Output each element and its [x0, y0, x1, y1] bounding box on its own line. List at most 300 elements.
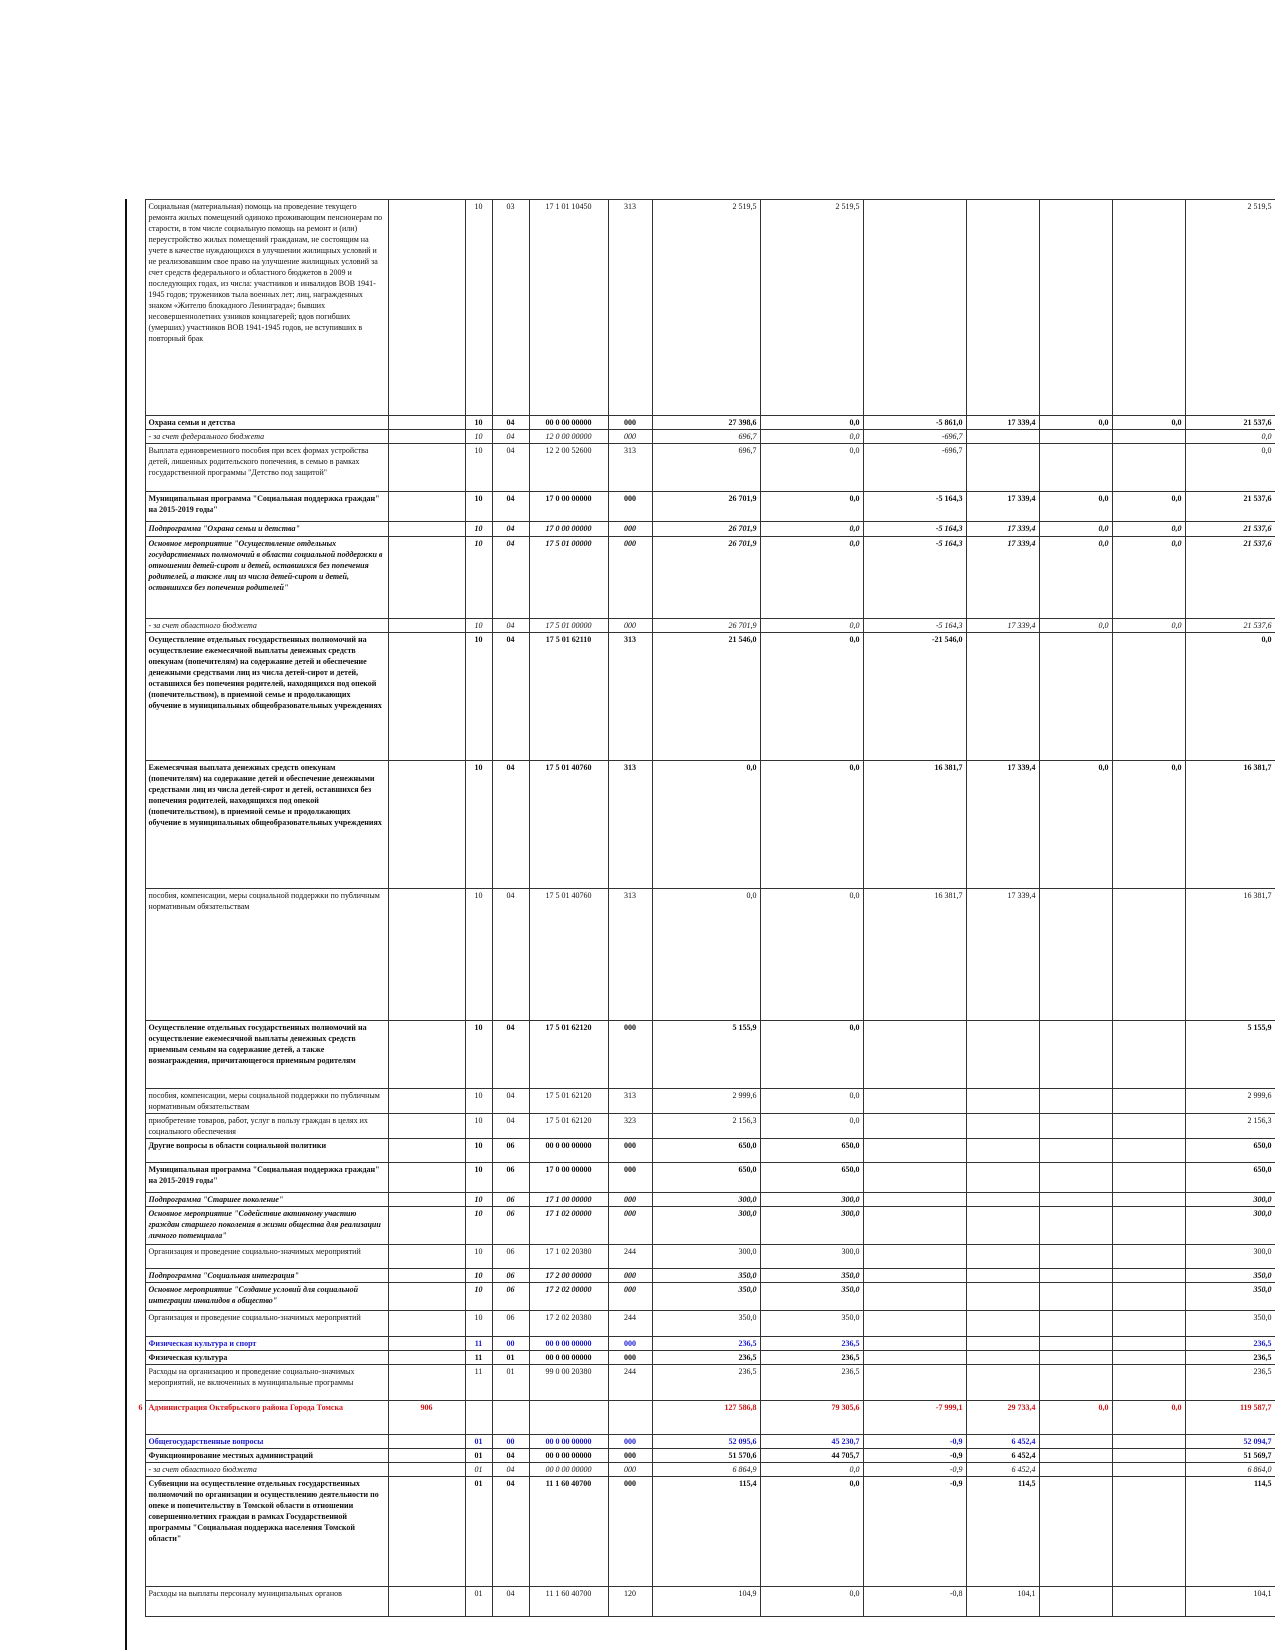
dept-code — [388, 1477, 465, 1587]
value-approved: 27 398,6 — [652, 416, 760, 430]
item-name: Муниципальная программа "Социальная поддержка граждан" на 2015-2019 годы" — [145, 1163, 388, 1193]
table-row — [125, 1193, 1275, 1207]
table-row — [125, 619, 1275, 633]
item-name: - за счет федерального бюджета — [145, 430, 388, 444]
item-name: Подпрограмма "Социальная интеграция" — [145, 1269, 388, 1283]
value-other: 0,0 — [1112, 1401, 1185, 1435]
value-total: 52 094,7 — [1185, 1435, 1275, 1449]
expense-type-code: 000 — [608, 1283, 652, 1311]
value-other: 0,0 — [1112, 492, 1185, 522]
item-name: Подпрограмма "Старшее поколение" — [145, 1193, 388, 1207]
value-other: 0,0 — [1112, 761, 1185, 889]
item-name: Расходы на организацию и проведение социально-значимых мероприятий, не включенных в муниципальные программы — [145, 1365, 388, 1401]
item-name: Муниципальная программа "Социальная поддержка граждан" на 2015-2019 годы" — [145, 492, 388, 522]
section-code: 01 — [465, 1477, 492, 1587]
value-approved: 52 095,6 — [652, 1435, 760, 1449]
value-local-budget: 300,0 — [760, 1207, 863, 1245]
value-change — [863, 1269, 966, 1283]
subsection-code: 04 — [492, 1463, 529, 1477]
subsection-code: 03 — [492, 200, 529, 416]
target-article-code: 17 1 01 10450 — [529, 200, 608, 416]
row-index — [125, 1477, 145, 1587]
row-index — [125, 1337, 145, 1351]
value-change — [863, 1337, 966, 1351]
value-local-budget: 0,0 — [760, 1587, 863, 1617]
value-federal-budget — [1039, 1365, 1112, 1401]
section-code: 11 — [465, 1351, 492, 1365]
section-code: 10 — [465, 1163, 492, 1193]
item-name: - за счет областного бюджета — [145, 1463, 388, 1477]
value-local-budget: 0,0 — [760, 537, 863, 619]
expense-type-code — [608, 1401, 652, 1435]
value-federal-budget — [1039, 1311, 1112, 1337]
expense-type-code: 313 — [608, 889, 652, 1021]
value-local-budget: 0,0 — [760, 430, 863, 444]
value-change — [863, 1139, 966, 1163]
item-name: Функционирование местных администраций — [145, 1449, 388, 1463]
value-change: -0,8 — [863, 1587, 966, 1617]
expense-type-code: 313 — [608, 761, 652, 889]
value-approved: 51 570,6 — [652, 1449, 760, 1463]
value-approved: 350,0 — [652, 1283, 760, 1311]
section-code: 10 — [465, 492, 492, 522]
item-name: Охрана семьи и детства — [145, 416, 388, 430]
value-approved: 2 999,6 — [652, 1089, 760, 1114]
value-local-budget: 79 305,6 — [760, 1401, 863, 1435]
expense-type-code: 120 — [608, 1587, 652, 1617]
target-article-code: 17 0 00 00000 — [529, 522, 608, 537]
value-regional-budget: 17 339,4 — [966, 619, 1039, 633]
value-federal-budget — [1039, 633, 1112, 761]
item-name: Организация и проведение социально-значимых мероприятий — [145, 1245, 388, 1269]
value-federal-budget — [1039, 1139, 1112, 1163]
value-regional-budget — [966, 1163, 1039, 1193]
item-name: Основное мероприятие "Осуществление отдельных государственных полномочий в области социальной поддержки в отношении детей-сирот и детей, оставшихся без попечения родителей, а также лиц из числа детей-сирот и детей, оставшихся без попечения родителей" — [145, 537, 388, 619]
row-index — [125, 633, 145, 761]
subsection-code: 04 — [492, 416, 529, 430]
value-federal-budget: 0,0 — [1039, 619, 1112, 633]
dept-code — [388, 1311, 465, 1337]
value-regional-budget: 17 339,4 — [966, 889, 1039, 1021]
subsection-code: 04 — [492, 761, 529, 889]
value-total: 236,5 — [1185, 1365, 1275, 1401]
subsection-code: 04 — [492, 1587, 529, 1617]
value-local-budget: 300,0 — [760, 1193, 863, 1207]
value-approved: 696,7 — [652, 430, 760, 444]
value-approved: 236,5 — [652, 1351, 760, 1365]
value-regional-budget — [966, 1337, 1039, 1351]
value-change: -696,7 — [863, 444, 966, 492]
value-change: 16 381,7 — [863, 761, 966, 889]
section-code: 11 — [465, 1365, 492, 1401]
value-other — [1112, 1477, 1185, 1587]
subsection-code: 00 — [492, 1435, 529, 1449]
item-name: Основное мероприятие "Содействие активному участию граждан старшего поколения в жизни общества для реализации личного потенциала" — [145, 1207, 388, 1245]
value-approved: 6 864,9 — [652, 1463, 760, 1477]
table-row — [125, 1337, 1275, 1351]
value-federal-budget — [1039, 1163, 1112, 1193]
dept-code — [388, 1245, 465, 1269]
subsection-code: 06 — [492, 1269, 529, 1283]
value-federal-budget — [1039, 1337, 1112, 1351]
value-federal-budget: 0,0 — [1039, 761, 1112, 889]
expense-type-code: 323 — [608, 1114, 652, 1139]
expense-type-code: 244 — [608, 1245, 652, 1269]
value-other — [1112, 1193, 1185, 1207]
value-approved: 650,0 — [652, 1163, 760, 1193]
section-code: 10 — [465, 619, 492, 633]
row-index — [125, 1245, 145, 1269]
item-name: Организация и проведение социально-значимых мероприятий — [145, 1311, 388, 1337]
table-row — [125, 200, 1275, 416]
target-article-code: 11 1 60 40700 — [529, 1477, 608, 1587]
value-change — [863, 1283, 966, 1311]
table-row — [125, 1401, 1275, 1435]
expense-type-code: 000 — [608, 416, 652, 430]
value-other — [1112, 1351, 1185, 1365]
row-index — [125, 522, 145, 537]
dept-code — [388, 619, 465, 633]
row-index — [125, 1435, 145, 1449]
value-total: 350,0 — [1185, 1283, 1275, 1311]
table-row — [125, 1311, 1275, 1337]
value-federal-budget — [1039, 1435, 1112, 1449]
dept-code — [388, 1283, 465, 1311]
value-regional-budget: 17 339,4 — [966, 537, 1039, 619]
value-local-budget: 350,0 — [760, 1311, 863, 1337]
value-regional-budget: 6 452,4 — [966, 1435, 1039, 1449]
dept-code — [388, 1587, 465, 1617]
value-local-budget: 2 519,5 — [760, 200, 863, 416]
row-index — [125, 1587, 145, 1617]
value-local-budget: 650,0 — [760, 1139, 863, 1163]
target-article-code: 99 0 00 20380 — [529, 1365, 608, 1401]
value-regional-budget — [966, 1207, 1039, 1245]
value-total: 300,0 — [1185, 1193, 1275, 1207]
value-other — [1112, 1089, 1185, 1114]
target-article-code: 17 0 00 00000 — [529, 1163, 608, 1193]
value-total: 16 381,7 — [1185, 761, 1275, 889]
expense-type-code: 000 — [608, 1449, 652, 1463]
section-code: 10 — [465, 1021, 492, 1089]
table-row — [125, 1365, 1275, 1401]
value-regional-budget: 17 339,4 — [966, 492, 1039, 522]
subsection-code: 01 — [492, 1351, 529, 1365]
target-article-code: 17 2 02 20380 — [529, 1311, 608, 1337]
expense-type-code: 000 — [608, 1337, 652, 1351]
value-other — [1112, 633, 1185, 761]
value-total: 236,5 — [1185, 1337, 1275, 1351]
subsection-code: 04 — [492, 430, 529, 444]
target-article-code: 17 5 01 62110 — [529, 633, 608, 761]
target-article-code: 00 0 00 00000 — [529, 1139, 608, 1163]
target-article-code: 17 5 01 62120 — [529, 1021, 608, 1089]
dept-code — [388, 416, 465, 430]
value-federal-budget — [1039, 1283, 1112, 1311]
subsection-code: 01 — [492, 1365, 529, 1401]
section-code: 10 — [465, 1283, 492, 1311]
value-regional-budget: 17 339,4 — [966, 522, 1039, 537]
section-code: 10 — [465, 633, 492, 761]
value-other — [1112, 1449, 1185, 1463]
value-total: 350,0 — [1185, 1311, 1275, 1337]
item-name: приобретение товаров, работ, услуг в пользу граждан в целях их социального обеспечения — [145, 1114, 388, 1139]
row-index — [125, 1021, 145, 1089]
value-local-budget: 0,0 — [760, 1021, 863, 1089]
value-other — [1112, 1245, 1185, 1269]
value-change: -5 164,3 — [863, 619, 966, 633]
dept-code — [388, 1449, 465, 1463]
target-article-code: 12 2 00 52600 — [529, 444, 608, 492]
value-regional-budget — [966, 1351, 1039, 1365]
dept-code — [388, 1435, 465, 1449]
dept-code — [388, 430, 465, 444]
value-total: 104,1 — [1185, 1587, 1275, 1617]
table-row — [125, 1463, 1275, 1477]
target-article-code: 00 0 00 00000 — [529, 1435, 608, 1449]
value-approved: 300,0 — [652, 1193, 760, 1207]
target-article-code: 00 0 00 00000 — [529, 1463, 608, 1477]
value-other — [1112, 1139, 1185, 1163]
value-total: 21 537,6 — [1185, 537, 1275, 619]
value-local-budget: 350,0 — [760, 1269, 863, 1283]
table-row — [125, 430, 1275, 444]
item-name: Основное мероприятие "Создание условий для социальной интеграции инвалидов в общество" — [145, 1283, 388, 1311]
value-local-budget: 0,0 — [760, 1463, 863, 1477]
dept-code — [388, 1365, 465, 1401]
value-local-budget: 0,0 — [760, 1089, 863, 1114]
row-index — [125, 1139, 145, 1163]
subsection-code: 04 — [492, 619, 529, 633]
value-local-budget: 300,0 — [760, 1245, 863, 1269]
value-change — [863, 1089, 966, 1114]
value-approved: 2 519,5 — [652, 200, 760, 416]
value-local-budget: 0,0 — [760, 492, 863, 522]
expense-type-code: 313 — [608, 200, 652, 416]
table-row — [125, 492, 1275, 522]
value-approved: 650,0 — [652, 1139, 760, 1163]
value-regional-budget: 104,1 — [966, 1587, 1039, 1617]
dept-code — [388, 761, 465, 889]
subsection-code: 04 — [492, 1449, 529, 1463]
value-local-budget: 236,5 — [760, 1337, 863, 1351]
section-code: 10 — [465, 522, 492, 537]
expense-type-code: 000 — [608, 1163, 652, 1193]
value-regional-budget: 6 452,4 — [966, 1449, 1039, 1463]
value-regional-budget: 17 339,4 — [966, 416, 1039, 430]
value-other — [1112, 200, 1185, 416]
value-total: 2 999,6 — [1185, 1089, 1275, 1114]
row-index — [125, 1283, 145, 1311]
value-change — [863, 1245, 966, 1269]
target-article-code: 11 1 60 40700 — [529, 1587, 608, 1617]
value-federal-budget — [1039, 200, 1112, 416]
table-row — [125, 1283, 1275, 1311]
item-name: Выплата единовременного пособия при всех формах устройства детей, лишенных родительского попечения, в семью в рамках государственной программы "Детство под защитой" — [145, 444, 388, 492]
value-approved: 0,0 — [652, 761, 760, 889]
section-code: 10 — [465, 1207, 492, 1245]
value-other — [1112, 1163, 1185, 1193]
value-local-budget: 0,0 — [760, 444, 863, 492]
target-article-code: 17 0 00 00000 — [529, 492, 608, 522]
row-index — [125, 1193, 145, 1207]
budget-table-body — [125, 200, 1275, 1617]
target-article-code: 17 5 01 40760 — [529, 761, 608, 889]
value-other: 0,0 — [1112, 537, 1185, 619]
dept-code — [388, 537, 465, 619]
row-index — [125, 492, 145, 522]
section-code: 10 — [465, 1245, 492, 1269]
value-other: 0,0 — [1112, 619, 1185, 633]
value-total: 650,0 — [1185, 1163, 1275, 1193]
row-index — [125, 1351, 145, 1365]
value-change — [863, 1207, 966, 1245]
row-index — [125, 1449, 145, 1463]
value-other — [1112, 1463, 1185, 1477]
value-federal-budget: 0,0 — [1039, 492, 1112, 522]
item-name: пособия, компенсации, меры социальной поддержки по публичным нормативным обязательствам — [145, 1089, 388, 1114]
value-change: -5 861,0 — [863, 416, 966, 430]
section-code — [465, 1401, 492, 1435]
value-local-budget: 236,5 — [760, 1351, 863, 1365]
value-regional-budget: 114,5 — [966, 1477, 1039, 1587]
budget-table-container — [125, 199, 1275, 1617]
value-total: 114,5 — [1185, 1477, 1275, 1587]
value-approved: 350,0 — [652, 1269, 760, 1283]
value-change: -0,9 — [863, 1435, 966, 1449]
table-row — [125, 522, 1275, 537]
item-name: Расходы на выплаты персоналу муниципальных органов — [145, 1587, 388, 1617]
value-federal-budget: 0,0 — [1039, 522, 1112, 537]
value-federal-budget — [1039, 430, 1112, 444]
value-change — [863, 200, 966, 416]
value-other — [1112, 1587, 1185, 1617]
item-name: Субвенции на осуществление отдельных государственных полномочий по организации и осуществлению деятельности по опеке и попечительству в Томской области в отношении совершеннолетних граждан в рамках Государственной программы "Социальная поддержка населения Томской области" — [145, 1477, 388, 1587]
expense-type-code: 313 — [608, 1089, 652, 1114]
value-approved: 236,5 — [652, 1365, 760, 1401]
target-article-code: 17 1 02 00000 — [529, 1207, 608, 1245]
value-approved: 2 156,3 — [652, 1114, 760, 1139]
row-index — [125, 537, 145, 619]
value-federal-budget — [1039, 889, 1112, 1021]
section-code: 01 — [465, 1449, 492, 1463]
target-article-code: 00 0 00 00000 — [529, 1449, 608, 1463]
expense-type-code: 000 — [608, 1139, 652, 1163]
value-change: -5 164,3 — [863, 492, 966, 522]
subsection-code: 04 — [492, 1089, 529, 1114]
value-local-budget: 350,0 — [760, 1283, 863, 1311]
item-name: Ежемесячная выплата денежных средств опекунам (попечителям) на содержание детей и обеспечение денежными средствами лиц из числа детей-сирот и детей, оставшихся без попечения родителей, находящихся под опекой (попечительством), в приемной семье и продолжающих обучение в муниципальных общеобразовательных учреждениях — [145, 761, 388, 889]
value-federal-budget — [1039, 1351, 1112, 1365]
table-row — [125, 416, 1275, 430]
value-local-budget: 0,0 — [760, 416, 863, 430]
value-federal-budget — [1039, 1207, 1112, 1245]
subsection-code: 04 — [492, 1021, 529, 1089]
subsection-code: 04 — [492, 1114, 529, 1139]
value-federal-budget — [1039, 1463, 1112, 1477]
section-code: 10 — [465, 537, 492, 619]
subsection-code: 04 — [492, 492, 529, 522]
value-regional-budget: 29 733,4 — [966, 1401, 1039, 1435]
value-change: -5 164,3 — [863, 522, 966, 537]
value-approved: 5 155,9 — [652, 1021, 760, 1089]
value-local-budget: 45 230,7 — [760, 1435, 863, 1449]
dept-code — [388, 1337, 465, 1351]
expense-type-code: 000 — [608, 1021, 652, 1089]
section-code: 10 — [465, 200, 492, 416]
value-approved: 696,7 — [652, 444, 760, 492]
dept-code — [388, 1021, 465, 1089]
section-code: 01 — [465, 1587, 492, 1617]
value-total: 16 381,7 — [1185, 889, 1275, 1021]
dept-code — [388, 1207, 465, 1245]
value-regional-budget — [966, 1139, 1039, 1163]
section-code: 01 — [465, 1463, 492, 1477]
section-code: 10 — [465, 1114, 492, 1139]
subsection-code: 06 — [492, 1245, 529, 1269]
dept-code — [388, 1114, 465, 1139]
value-local-budget: 0,0 — [760, 761, 863, 889]
row-index — [125, 416, 145, 430]
value-federal-budget — [1039, 1193, 1112, 1207]
row-index — [125, 200, 145, 416]
value-approved: 127 586,8 — [652, 1401, 760, 1435]
value-total: 350,0 — [1185, 1269, 1275, 1283]
section-code: 10 — [465, 1089, 492, 1114]
table-row — [125, 1477, 1275, 1587]
value-regional-budget — [966, 1245, 1039, 1269]
expense-type-code: 000 — [608, 1351, 652, 1365]
value-local-budget: 0,0 — [760, 619, 863, 633]
value-federal-budget — [1039, 1245, 1112, 1269]
subsection-code: 04 — [492, 633, 529, 761]
expense-type-code: 000 — [608, 1269, 652, 1283]
value-change: -0,9 — [863, 1449, 966, 1463]
target-article-code: 00 0 00 00000 — [529, 1337, 608, 1351]
value-other — [1112, 1283, 1185, 1311]
row-index — [125, 1463, 145, 1477]
target-article-code: 17 1 02 20380 — [529, 1245, 608, 1269]
value-local-budget: 0,0 — [760, 1114, 863, 1139]
value-local-budget: 0,0 — [760, 633, 863, 761]
value-change — [863, 1021, 966, 1089]
item-name: - за счет областного бюджета — [145, 619, 388, 633]
value-total: 2 519,5 — [1185, 200, 1275, 416]
value-federal-budget — [1039, 1021, 1112, 1089]
expense-type-code: 000 — [608, 619, 652, 633]
dept-code — [388, 1269, 465, 1283]
value-total: 21 537,6 — [1185, 492, 1275, 522]
value-regional-budget — [966, 1021, 1039, 1089]
target-article-code: 00 0 00 00000 — [529, 416, 608, 430]
value-approved: 26 701,9 — [652, 537, 760, 619]
subsection-code: 06 — [492, 1193, 529, 1207]
table-row — [125, 537, 1275, 619]
subsection-code: 06 — [492, 1207, 529, 1245]
dept-code — [388, 1089, 465, 1114]
row-index — [125, 1311, 145, 1337]
item-name: Физическая культура и спорт — [145, 1337, 388, 1351]
section-code: 10 — [465, 416, 492, 430]
dept-code — [388, 1351, 465, 1365]
target-article-code: 17 5 01 40760 — [529, 889, 608, 1021]
value-change — [863, 1193, 966, 1207]
item-name: Осуществление отдельных государственных полномочий на осуществление ежемесячной выплаты денежных средств опекунам (попечителям) на содержание детей и обеспечение денежными средствами лиц из числа детей-сирот и детей, оставшихся без попечения родителей, находящихся под опекой (попечительством), в приемной семье и продолжающих обучение в муниципальных общеобразовательных учреждениях — [145, 633, 388, 761]
row-index — [125, 430, 145, 444]
expense-type-code: 000 — [608, 522, 652, 537]
value-total: 21 537,6 — [1185, 522, 1275, 537]
subsection-code: 04 — [492, 444, 529, 492]
